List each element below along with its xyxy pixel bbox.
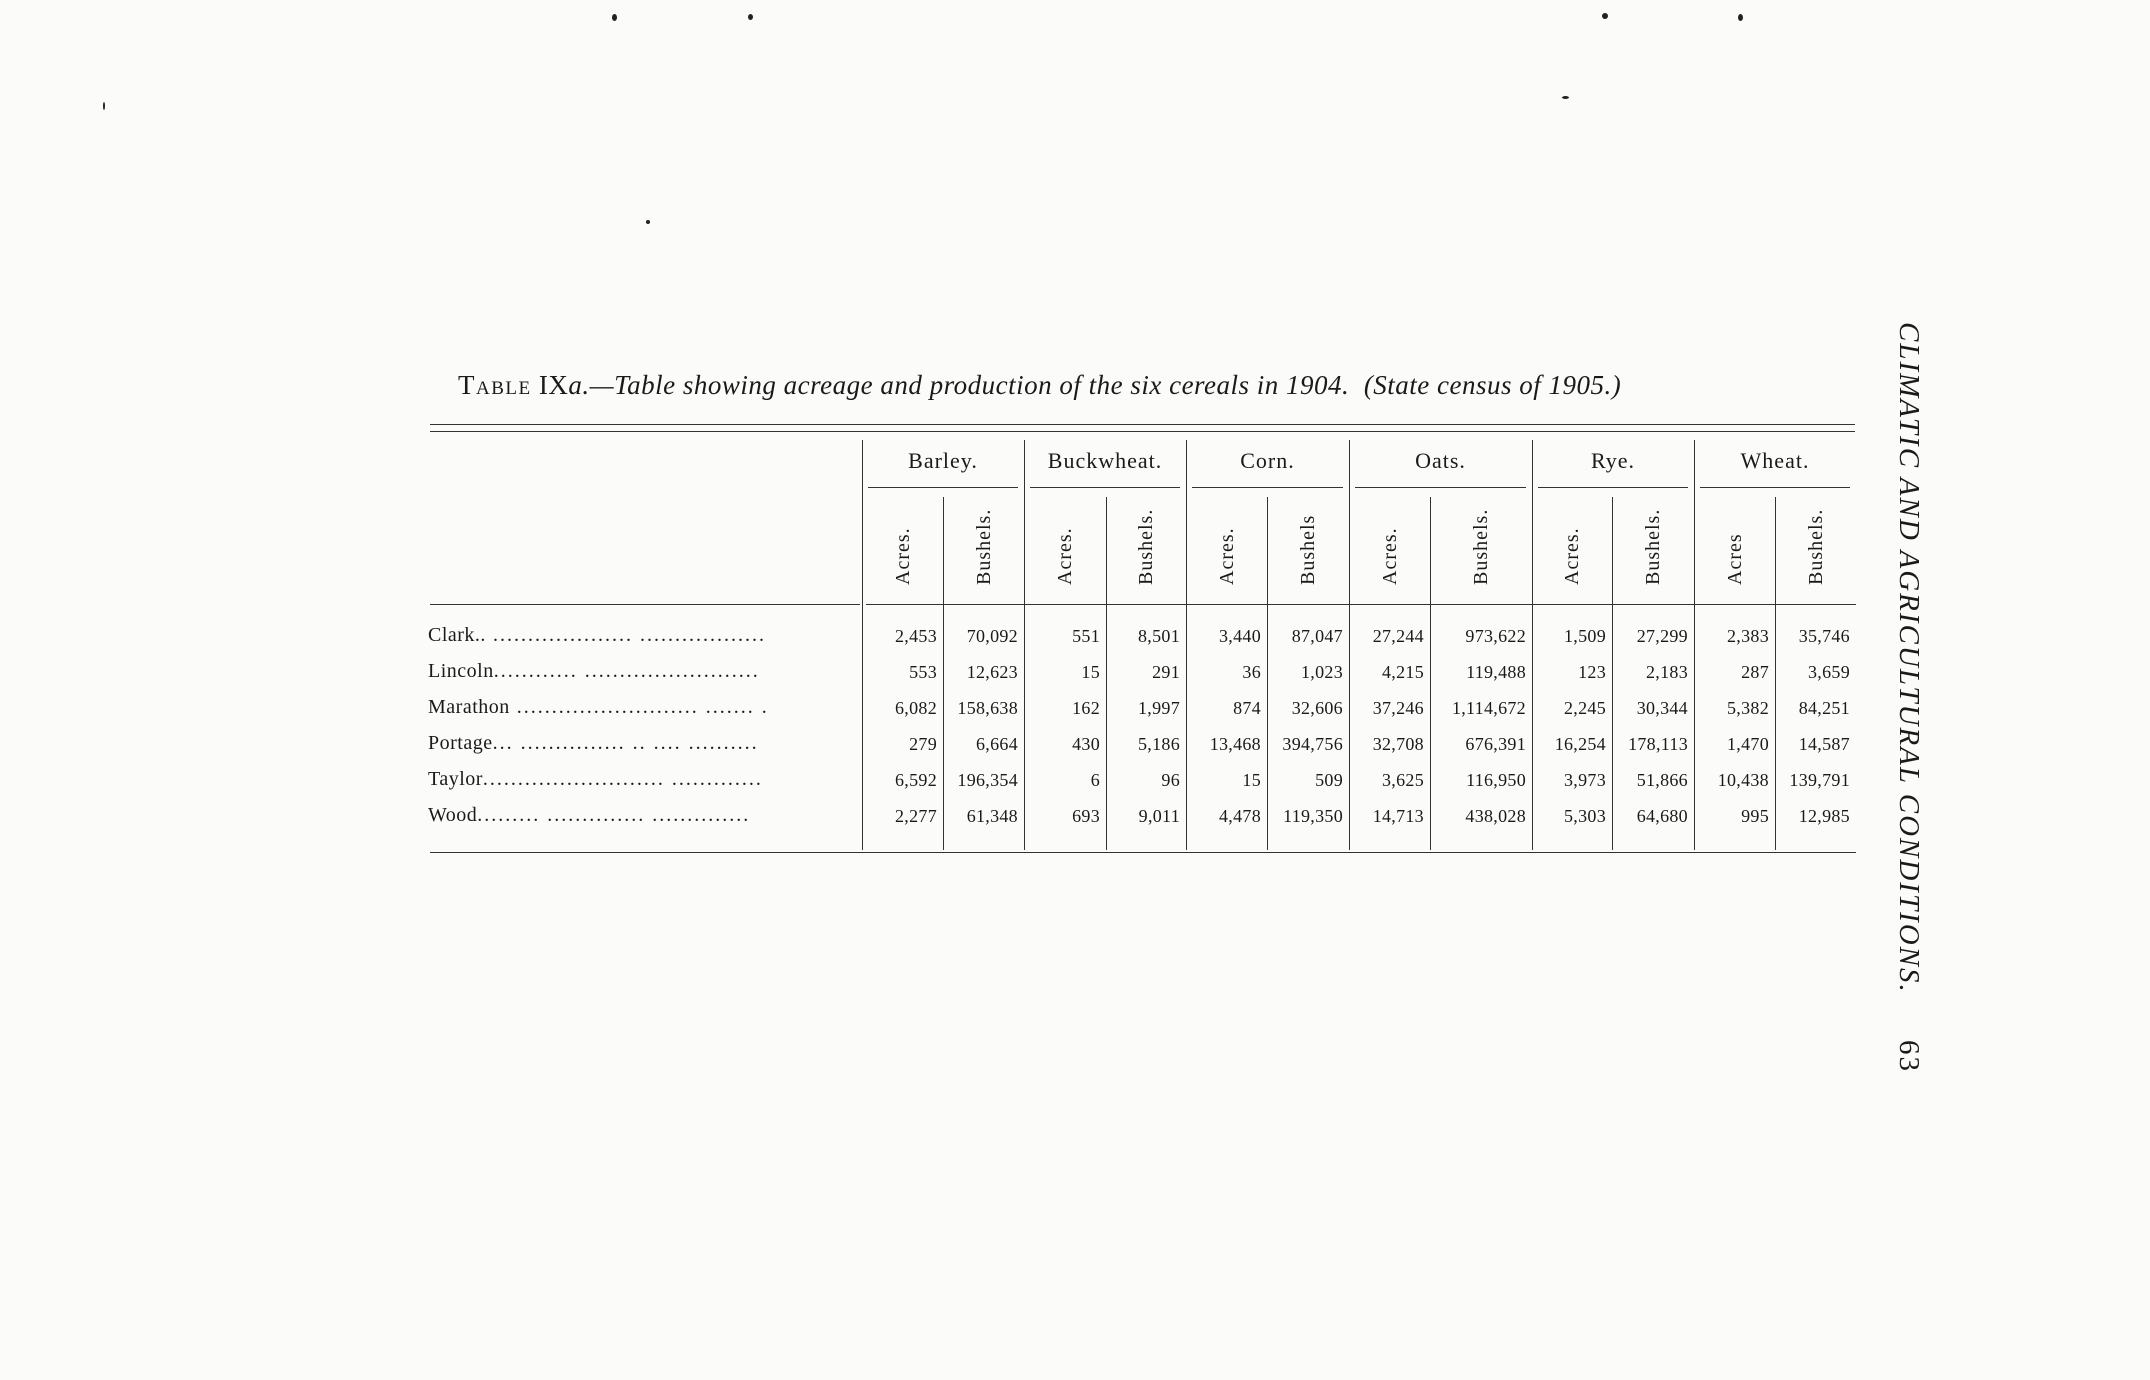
column-group-header: Barley. [908, 448, 978, 473]
table-description: .—Table showing acreage and production of the six cereals in 1904. [582, 370, 1350, 400]
running-head: CLIMATIC AND AGRICULTURAL CONDITIONS. [1893, 322, 1925, 994]
dot-leader: .......................... ....... . [509, 696, 769, 718]
table-cell: 123 [1578, 662, 1606, 682]
dot-leader: .......................... ............. [482, 768, 763, 790]
column-divider [1349, 440, 1350, 850]
scan-speck [748, 14, 753, 20]
table-cell: 1,509 [1564, 626, 1606, 646]
county-name: Lincoln [428, 660, 494, 682]
table-cell: 96 [1161, 770, 1180, 790]
table-cell: 32,606 [1291, 698, 1343, 718]
dot-leader: ......... .............. .............. [477, 804, 751, 826]
row-label [428, 732, 858, 755]
page-number: 63 [1893, 1040, 1925, 1073]
table-cell: 158,638 [957, 698, 1018, 718]
column-subheader: Bushels. [972, 508, 995, 585]
table-number: IX [538, 370, 569, 400]
column-group-header: Wheat. [1740, 448, 1810, 473]
column-subheader: Acres [1723, 533, 1746, 585]
table-cell: 2,453 [895, 626, 937, 646]
table-cell: 6,664 [976, 734, 1018, 754]
group-underline [1538, 487, 1688, 488]
column-subheader: Acres. [1378, 527, 1401, 585]
table-caption [458, 370, 1838, 401]
column-subheader: Acres. [1561, 527, 1583, 585]
table-cell: 162 [1072, 698, 1100, 718]
column-divider [1612, 497, 1613, 850]
table-cell: 291 [1152, 662, 1180, 682]
table-cell: 973,622 [1465, 626, 1526, 646]
county-name: Clark.. [428, 624, 486, 646]
top-rule [430, 431, 1855, 432]
column-group-header: Buckwheat. [1047, 448, 1163, 473]
table-cell: 676,391 [1465, 734, 1526, 754]
table-cell: 394,756 [1282, 734, 1343, 754]
header-rule [430, 604, 860, 605]
column-group-header: Rye. [1590, 448, 1636, 473]
row-label [428, 660, 858, 683]
table-cell: 3,659 [1808, 662, 1850, 682]
group-underline [1700, 487, 1850, 488]
dot-leader: .................... .................. [485, 624, 766, 646]
table-cell: 27,244 [1372, 626, 1424, 646]
header-rule [866, 604, 1856, 605]
table-cell: 509 [1315, 770, 1343, 790]
table-cell: 1,470 [1727, 734, 1769, 754]
table-cell: 61,348 [966, 806, 1018, 826]
table-cell: 32,708 [1372, 734, 1424, 754]
table-cell: 6 [1090, 770, 1100, 790]
scan-speck [1602, 13, 1608, 19]
table-cell: 693 [1072, 806, 1100, 826]
column-subheader: Acres. [891, 527, 914, 585]
table-suffix: a [568, 370, 583, 400]
column-divider [943, 497, 944, 850]
table-cell: 37,246 [1372, 698, 1424, 718]
column-subheader: Bushels. [1804, 508, 1827, 585]
column-divider [1267, 497, 1268, 850]
row-label [428, 804, 858, 827]
table-cell: 3,625 [1382, 770, 1424, 790]
table-cell: 2,183 [1646, 662, 1688, 682]
top-rule [430, 424, 1855, 425]
table-cell: 5,303 [1564, 806, 1606, 826]
table-cell: 36 [1242, 662, 1261, 682]
scan-speck [612, 14, 617, 21]
table-cell: 6,082 [895, 698, 937, 718]
table-cell: 9,011 [1138, 806, 1180, 826]
table-cell: 8,501 [1138, 626, 1180, 646]
table-cell: 16,254 [1554, 734, 1606, 754]
county-name: Marathon [428, 696, 510, 718]
scan-speck [1738, 14, 1743, 21]
table-cell: 6,592 [895, 770, 937, 790]
column-subheader: Bushels. [1470, 508, 1492, 585]
table-cell: 15 [1081, 662, 1100, 682]
table-cell: 35,746 [1798, 626, 1850, 646]
table-cell: 70,092 [966, 626, 1018, 646]
table-cell: 64,680 [1636, 806, 1688, 826]
table-label: Table [458, 370, 532, 400]
table-cell: 119,488 [1466, 662, 1526, 682]
table-cell: 430 [1072, 734, 1100, 754]
scan-speck [103, 102, 105, 110]
table-cell: 139,791 [1789, 770, 1850, 790]
table-cell: 4,215 [1382, 662, 1424, 682]
group-underline [1030, 487, 1180, 488]
table-cell: 995 [1741, 806, 1769, 826]
table-cell: 1,114,672 [1451, 698, 1526, 718]
table-cell: 51,866 [1636, 770, 1688, 790]
table-cell: 279 [909, 734, 937, 754]
dot-leader: ... ............... .. .... .......... [492, 732, 759, 754]
column-divider [1532, 440, 1533, 850]
row-label [428, 768, 858, 791]
group-underline [1192, 487, 1343, 488]
table-source: (State census of 1905.) [1363, 370, 1622, 400]
county-name: Wood [428, 804, 478, 826]
table-cell: 15 [1242, 770, 1261, 790]
table-cell: 438,028 [1465, 806, 1526, 826]
table-cell: 1,997 [1138, 698, 1180, 718]
column-divider [1024, 440, 1025, 850]
table-cell: 2,383 [1727, 626, 1769, 646]
scan-speck [646, 220, 650, 224]
scan-speck [1562, 96, 1569, 99]
table-cell: 5,186 [1138, 734, 1180, 754]
column-subheader: Bushels. [1135, 508, 1157, 585]
column-subheader: Acres. [1054, 527, 1076, 585]
column-subheader: Bushels [1297, 514, 1319, 585]
table-cell: 84,251 [1798, 698, 1850, 718]
group-underline [1355, 487, 1526, 488]
table-cell: 12,985 [1798, 806, 1850, 826]
table-cell: 1,023 [1301, 662, 1343, 682]
table-cell: 2,277 [895, 806, 937, 826]
table-cell: 10,438 [1717, 770, 1769, 790]
column-divider [1775, 497, 1776, 850]
table-cell: 2,245 [1564, 698, 1606, 718]
table-cell: 874 [1233, 698, 1261, 718]
table-cell: 14,587 [1798, 734, 1850, 754]
table-cell: 30,344 [1636, 698, 1688, 718]
column-divider [862, 440, 863, 850]
column-divider [1694, 440, 1695, 850]
table-cell: 4,478 [1219, 806, 1261, 826]
table-cell: 87,047 [1291, 626, 1343, 646]
column-group-header: Oats. [1415, 448, 1466, 473]
column-subheader: Bushels. [1642, 508, 1664, 585]
table-cell: 116,950 [1466, 770, 1526, 790]
county-name: Portage [428, 732, 493, 754]
table-cell: 119,350 [1283, 806, 1343, 826]
dot-leader: ............ ......................... [493, 660, 760, 682]
row-label [428, 624, 858, 647]
county-name: Taylor [428, 768, 483, 790]
column-subheader: Acres. [1215, 527, 1238, 585]
table-cell: 196,354 [957, 770, 1018, 790]
table-cell: 5,382 [1727, 698, 1769, 718]
table-cell: 27,299 [1636, 626, 1688, 646]
row-label [428, 696, 858, 719]
column-divider [1106, 497, 1107, 850]
table-cell: 287 [1741, 662, 1769, 682]
group-underline [868, 487, 1018, 488]
column-divider [1186, 440, 1187, 850]
table-cell: 178,113 [1628, 734, 1688, 754]
column-group-header: Corn. [1240, 448, 1295, 473]
table-cell: 551 [1072, 626, 1100, 646]
table-cell: 553 [909, 662, 937, 682]
table-cell: 13,468 [1209, 734, 1261, 754]
table-cell: 12,623 [966, 662, 1018, 682]
table-cell: 3,440 [1219, 626, 1261, 646]
column-divider [1430, 497, 1431, 850]
table-cell: 14,713 [1372, 806, 1424, 826]
table-cell: 3,973 [1564, 770, 1606, 790]
bottom-rule [430, 852, 1856, 853]
